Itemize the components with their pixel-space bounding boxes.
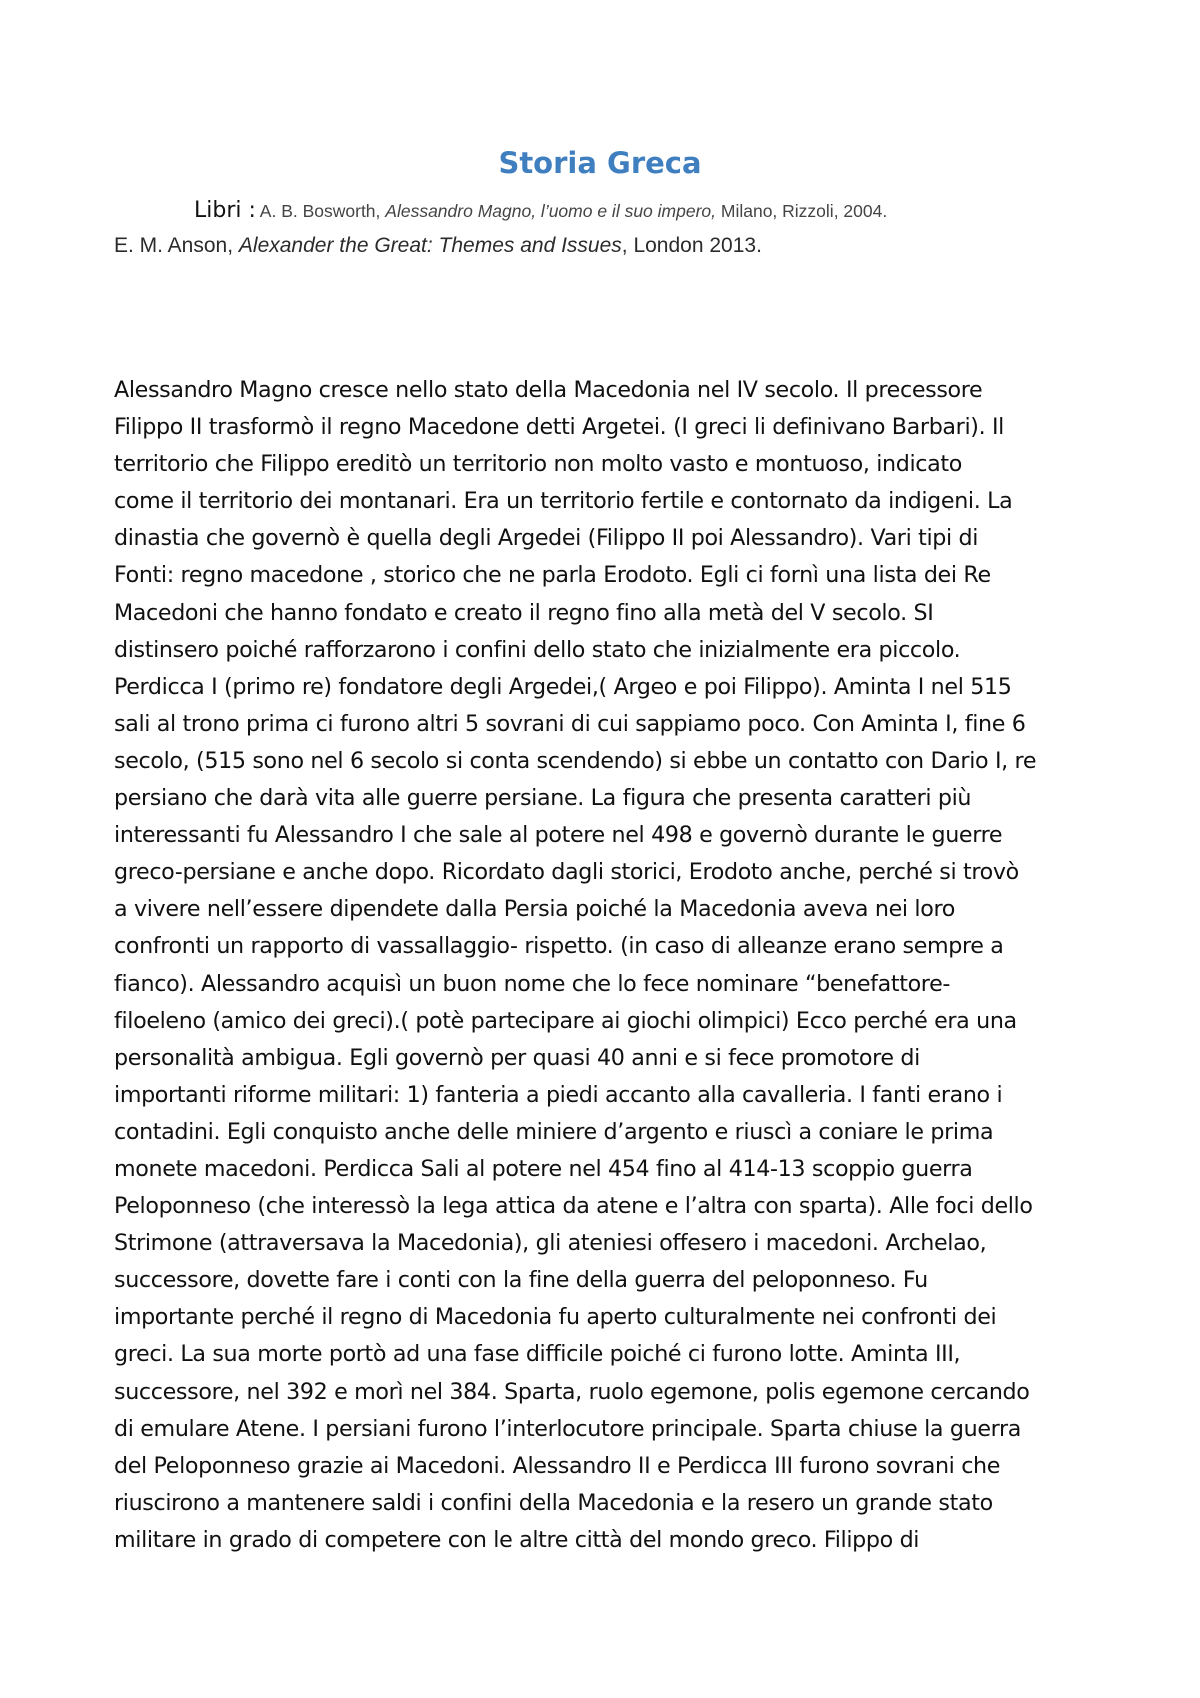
text-line: personalità ambigua. Egli governò per quasi 40 anni e si fece promotore di [114, 1044, 920, 1071]
body-paragraph [114, 372, 1094, 1559]
text-line: monete macedoni. Perdicca Sali al potere nel 454 fino al 414-13 scoppio guerra [114, 1155, 973, 1182]
text-line: Strimone (attraversava la Macedonia), gli ateniesi offesero i macedoni. Archelao, [114, 1230, 987, 1257]
book2-author: E. M. Anson, [114, 234, 239, 257]
text-line: importante perché il regno di Macedonia fu aperto culturalmente nei confronti dei [114, 1304, 997, 1331]
text-line: militare in grado di competere con le altre città del mondo greco. Filippo di [114, 1526, 920, 1553]
text-line: secolo, (515 sono nel 6 secolo si conta scendendo) si ebbe un contatto con Dario I, re [114, 747, 1037, 774]
text-line: interessanti fu Alessandro I che sale al potere nel 498 e governò durante le guerre [114, 822, 1003, 849]
text-line: successore, dovette fare i conti con la fine della guerra del peloponneso. Fu [114, 1267, 928, 1294]
text-line: del Peloponneso grazie ai Macedoni. Alessandro II e Perdicca III furono sovrani che [114, 1452, 1001, 1479]
book1-title: Alessandro Magno, l’uomo e il suo impero, [385, 201, 717, 221]
text-line: riuscirono a mantenere saldi i confini della Macedonia e la resero un grande stato [114, 1489, 993, 1516]
text-line: Peloponneso (che interessò la lega attica da atene e l’altra con sparta). Alle foci dello [114, 1193, 1033, 1220]
page-title: Storia Greca [498, 146, 702, 180]
text-line: greco-persiane e anche dopo. Ricordato dagli storici, Erodoto anche, perché si trovò [114, 859, 1019, 886]
text-line: filoeleno (amico dei greci).( potè partecipare ai giochi olimpici) Ecco perché era una [114, 1007, 1017, 1034]
book2-title: Alexander the Great: Themes and Issues [238, 234, 622, 257]
book1-author: A. B. Bosworth, [255, 201, 386, 221]
text-line: dinastia che governò è quella degli Argedei (Filippo II poi Alessandro). Vari tipi di [114, 525, 979, 552]
text-line: come il territorio dei montanari. Era un territorio fertile e contornato da indigeni. La [114, 488, 1013, 515]
text-line: Perdicca I (primo re) fondatore degli Argedei,( Argeo e poi Filippo). Aminta I nel 515 [114, 673, 1012, 700]
bibliography-entry-1 [194, 198, 887, 223]
text-line: Fonti: regno macedone , storico che ne parla Erodoto. Egli ci fornì una lista dei Re [114, 562, 991, 589]
text-line: sali al trono prima ci furono altri 5 sovrani di cui sappiamo poco. Con Aminta I, fine 6 [114, 710, 1026, 737]
text-line: Macedoni che hanno fondato e creato il regno fino alla metà del V secolo. SI [114, 599, 934, 626]
bibliography-label: Libri : [194, 198, 256, 223]
text-line: distinsero poiché rafforzarono i confini dello stato che inizialmente era piccolo. [114, 636, 961, 663]
text-line: contadini. Egli conquisto anche delle miniere d’argento e riuscì a coniare le prima [114, 1118, 994, 1145]
text-line: Alessandro Magno cresce nello stato della Macedonia nel IV secolo. Il precessore [114, 377, 983, 403]
text-line: persiano che darà vita alle guerre persiane. La figura che presenta caratteri più [114, 785, 972, 812]
text-line: importanti riforme militari: 1) fanteria a piedi accanto alla cavalleria. I fanti erano i [114, 1081, 1003, 1108]
text-line: Filippo II trasformò il regno Macedone detti Argetei. (I greci li definivano Barbari). Il [114, 414, 1004, 441]
text-line: di emulare Atene. I persiani furono l’interlocutore principale. Sparta chiuse la guerra [114, 1415, 1022, 1442]
text-line: fianco). Alessandro acquisì un buon nome che lo fece nominare “benefattore- [114, 970, 951, 997]
bibliography-entry-2 [114, 234, 762, 258]
text-line: greci. La sua morte portò ad una fase difficile poiché ci furono lotte. Aminta III, [114, 1341, 961, 1368]
text-line: successore, nel 392 e morì nel 384. Sparta, ruolo egemone, polis egemone cercando [114, 1378, 1030, 1405]
book2-publisher: , London 2013. [621, 234, 762, 257]
text-line: territorio che Filippo ereditò un territorio non molto vasto e montuoso, indicato [114, 451, 962, 478]
text-line: confronti un rapporto di vassallaggio- rispetto. (in caso di alleanze erano sempre a [114, 933, 1004, 960]
text-line: a vivere nell’essere dipendete dalla Persia poiché la Macedonia aveva nei loro [114, 896, 955, 923]
book1-publisher: Milano, Rizzoli, 2004. [716, 201, 888, 221]
